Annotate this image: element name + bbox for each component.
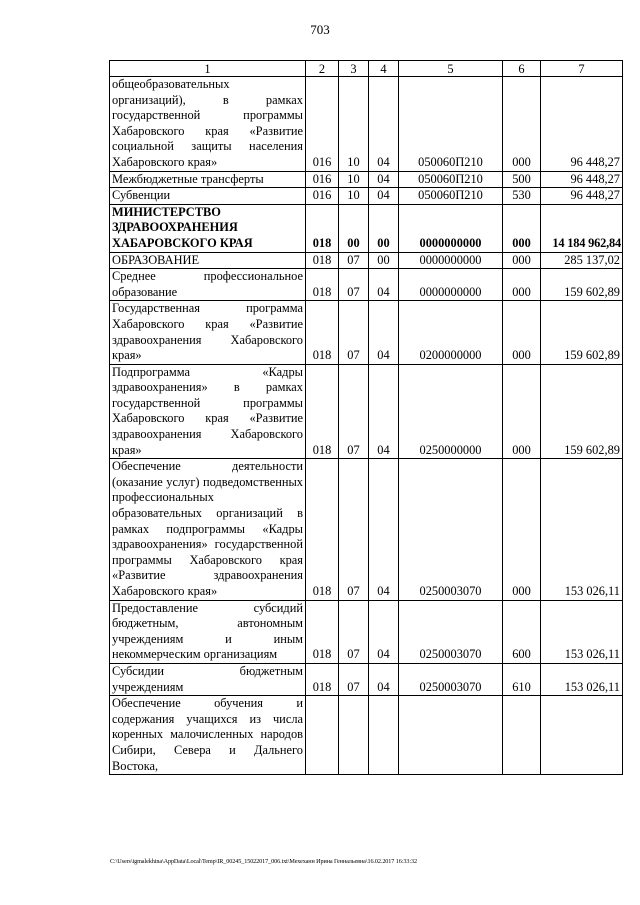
- table-row: [110, 459, 623, 600]
- column-header-4: 4: [369, 61, 399, 77]
- row-section: 07: [339, 600, 369, 663]
- row-subsection: 04: [369, 663, 399, 695]
- row-name: Среднее профессиональное образование: [110, 269, 306, 301]
- row-subsection: 04: [369, 364, 399, 459]
- row-name: МИНИСТЕРСТВО ЗДРАВООХРАНЕНИЯ ХАБАРОВСКОГО КРАЯ: [110, 204, 306, 252]
- row-section: 10: [339, 77, 369, 172]
- row-subsection: 04: [369, 600, 399, 663]
- row-amount: 159 602,89: [541, 269, 623, 301]
- column-header-2: 2: [306, 61, 339, 77]
- table-row: [110, 252, 623, 269]
- row-expense-type: 000: [503, 364, 541, 459]
- column-header-6: 6: [503, 61, 541, 77]
- table-row-ministry: [110, 204, 623, 252]
- row-admin-code: 018: [306, 459, 339, 600]
- row-admin-code: 018: [306, 663, 339, 695]
- column-header-3: 3: [339, 61, 369, 77]
- row-amount: 159 602,89: [541, 301, 623, 364]
- row-section: 10: [339, 171, 369, 188]
- row-target-article: [399, 696, 503, 775]
- row-amount: 96 448,27: [541, 77, 623, 172]
- row-admin-code: [306, 696, 339, 775]
- row-expense-type: 000: [503, 252, 541, 269]
- table-row: [110, 663, 623, 695]
- row-expense-type: 000: [503, 204, 541, 252]
- row-name: Обеспечение обучения и содержания учащихся из числа коренных малочисленных народов Сибири, Севера и Дальнего Востока,: [110, 696, 306, 775]
- row-subsection: 00: [369, 252, 399, 269]
- row-amount: 14 184 962,84: [541, 204, 623, 252]
- row-section: [339, 696, 369, 775]
- row-section: 07: [339, 301, 369, 364]
- row-name: ОБРАЗОВАНИЕ: [110, 252, 306, 269]
- row-target-article: 0250003070: [399, 600, 503, 663]
- row-expense-type: 000: [503, 269, 541, 301]
- row-section: 07: [339, 269, 369, 301]
- footer-file-path: C:\Users\igmalekhina\AppData\Local\Temp\IR_00245_15022017_006.txt\Мехеханн Ирина Геннальевна\16.02.2017 16:33:32: [110, 858, 417, 865]
- table-row: [110, 188, 623, 205]
- row-expense-type: 610: [503, 663, 541, 695]
- row-target-article: 0250003070: [399, 663, 503, 695]
- row-section: 07: [339, 364, 369, 459]
- row-target-article: 050060П210: [399, 171, 503, 188]
- row-section: 07: [339, 663, 369, 695]
- column-header-5: 5: [399, 61, 503, 77]
- row-name: Субсидии бюджетным учреждениям: [110, 663, 306, 695]
- page-number: 703: [310, 22, 330, 37]
- row-name: Межбюджетные трансферты: [110, 171, 306, 188]
- row-expense-type: 000: [503, 77, 541, 172]
- row-name: Субвенции: [110, 188, 306, 205]
- row-subsection: 04: [369, 301, 399, 364]
- row-section: 00: [339, 204, 369, 252]
- row-name: Предоставление субсидий бюджетным, автономным учреждениям и иным некоммерческим организациям: [110, 600, 306, 663]
- row-admin-code: 016: [306, 188, 339, 205]
- row-expense-type: 000: [503, 459, 541, 600]
- row-amount: 153 026,11: [541, 663, 623, 695]
- row-subsection: 04: [369, 269, 399, 301]
- row-target-article: 0250000000: [399, 364, 503, 459]
- row-name: общеобразовательных организаций), в рамках государственной программы Хабаровского края «Развитие социальной защиты населения Хабаровского края»: [110, 77, 306, 172]
- row-target-article: 0000000000: [399, 269, 503, 301]
- row-admin-code: 016: [306, 77, 339, 172]
- row-amount: 285 137,02: [541, 252, 623, 269]
- row-admin-code: 018: [306, 252, 339, 269]
- row-admin-code: 018: [306, 600, 339, 663]
- row-admin-code: 018: [306, 204, 339, 252]
- row-expense-type: 530: [503, 188, 541, 205]
- table-row-continued: [110, 696, 623, 775]
- row-amount: 96 448,27: [541, 188, 623, 205]
- table-row: [110, 171, 623, 188]
- table-row: [110, 600, 623, 663]
- row-target-article: 050060П210: [399, 188, 503, 205]
- row-amount: 159 602,89: [541, 364, 623, 459]
- table-row: [110, 77, 623, 172]
- row-section: 10: [339, 188, 369, 205]
- row-subsection: 04: [369, 77, 399, 172]
- table-row: [110, 269, 623, 301]
- table-row: [110, 364, 623, 459]
- header-row: [110, 61, 623, 77]
- row-section: 07: [339, 252, 369, 269]
- row-amount: 153 026,11: [541, 459, 623, 600]
- row-subsection: 04: [369, 459, 399, 600]
- row-section: 07: [339, 459, 369, 600]
- row-name: Подпрограмма «Кадры здравоохранения» в рамках государственной программы Хабаровского края «Развитие здравоохранения Хабаровского края»: [110, 364, 306, 459]
- row-name: Государственная программа Хабаровского края «Развитие здравоохранения Хабаровского края»: [110, 301, 306, 364]
- row-amount: 96 448,27: [541, 171, 623, 188]
- row-admin-code: 016: [306, 171, 339, 188]
- row-subsection: 00: [369, 204, 399, 252]
- row-expense-type: 600: [503, 600, 541, 663]
- row-amount: [541, 696, 623, 775]
- row-target-article: 0250003070: [399, 459, 503, 600]
- row-subsection: 04: [369, 171, 399, 188]
- row-admin-code: 018: [306, 269, 339, 301]
- row-expense-type: 500: [503, 171, 541, 188]
- column-header-1: 1: [110, 61, 306, 77]
- budget-table: [109, 60, 623, 775]
- row-admin-code: 018: [306, 301, 339, 364]
- row-target-article: 0000000000: [399, 204, 503, 252]
- row-expense-type: [503, 696, 541, 775]
- row-target-article: 0000000000: [399, 252, 503, 269]
- row-expense-type: 000: [503, 301, 541, 364]
- row-subsection: 04: [369, 188, 399, 205]
- row-name: Обеспечение деятельности (оказание услуг) подведомственных профессиональных образовательных организаций в рамках подпрограммы «Кадры здравоохранения» государственной программы Хабаровского края «Развитие здравоохранения Хабаровского края»: [110, 459, 306, 600]
- row-subsection: [369, 696, 399, 775]
- row-target-article: 0200000000: [399, 301, 503, 364]
- table-row: [110, 301, 623, 364]
- column-header-7: 7: [541, 61, 623, 77]
- row-target-article: 050060П210: [399, 77, 503, 172]
- row-amount: 153 026,11: [541, 600, 623, 663]
- row-admin-code: 018: [306, 364, 339, 459]
